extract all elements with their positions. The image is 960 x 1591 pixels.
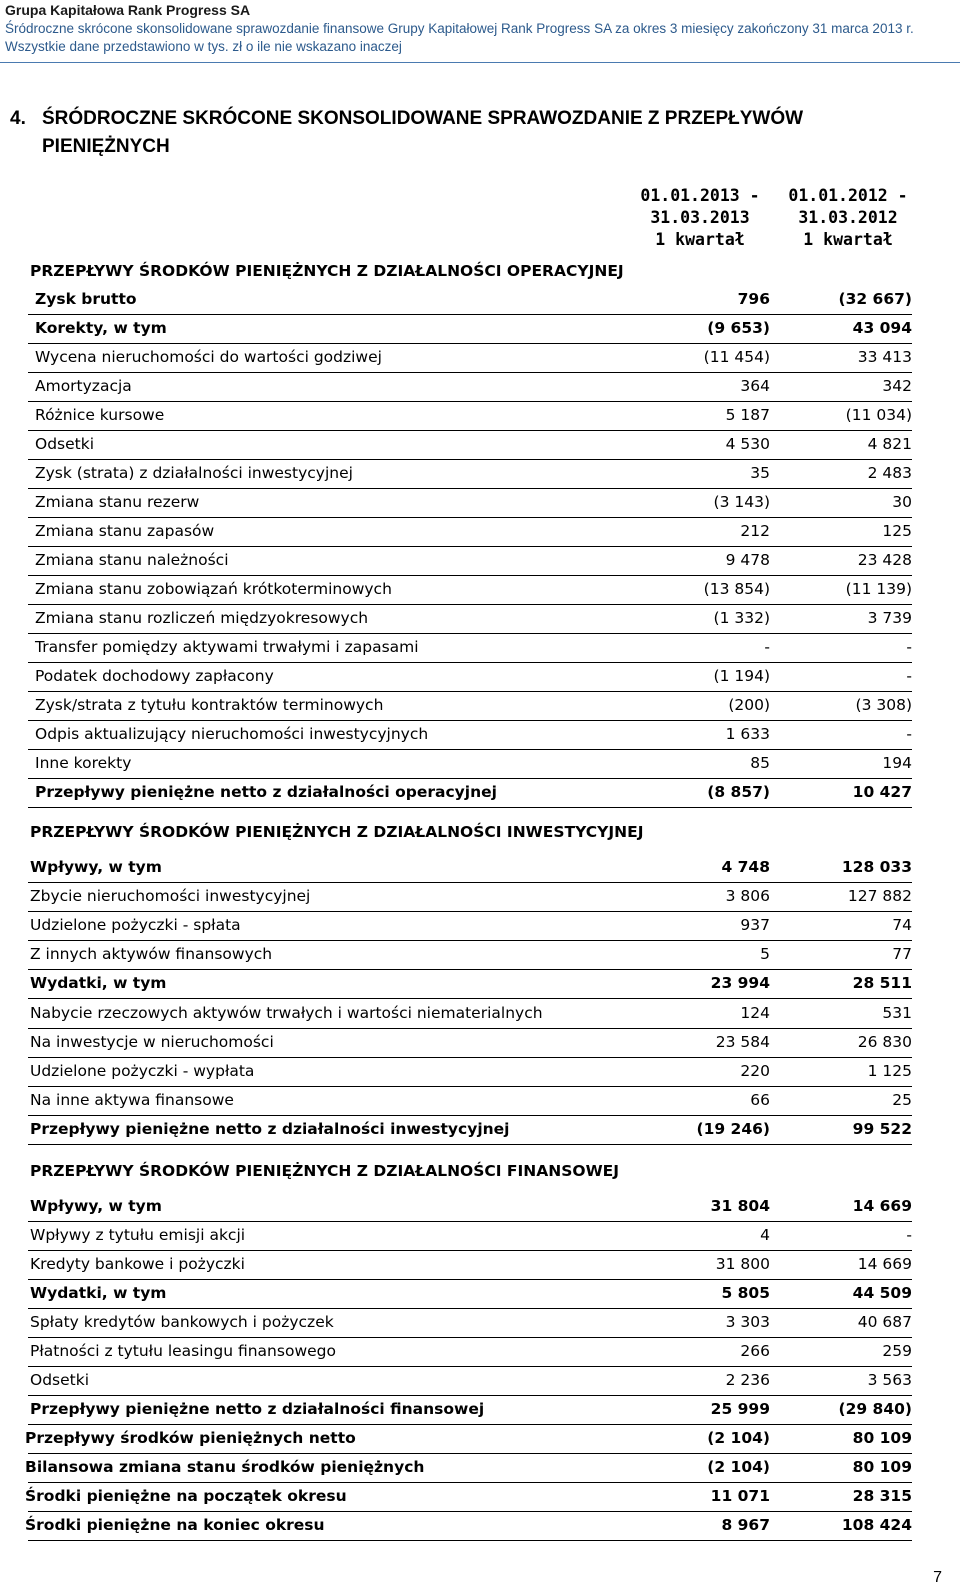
value-2013: 4 530 [725,435,770,453]
row-label: Amortyzacja [35,377,132,395]
table-row [0,634,960,663]
value-2012: 99 522 [852,1119,912,1138]
col2-line2: 31.03.2012 [798,208,898,227]
value-2013: 796 [737,290,770,308]
value-2013: 85 [750,754,770,772]
table-row [0,1454,960,1483]
row-label: Wycena nieruchomości do wartości godziwej [35,348,382,366]
table-row [0,373,960,402]
table-row [0,518,960,547]
table-row [0,1425,960,1454]
value-2012: 28 511 [852,974,912,993]
row-label: Przepływy środków pieniężnych netto [25,1429,356,1447]
value-2013: 31 800 [715,1255,770,1273]
table-row [0,692,960,721]
table-row [0,402,960,431]
table-row [0,1029,960,1058]
value-2012: 342 [882,377,912,395]
value-2012: 26 830 [857,1032,912,1051]
table-row [0,1222,960,1251]
row-label: Zysk (strata) z działalności inwestycyjnej [35,464,353,482]
value-2012: 14 669 [852,1197,912,1215]
table-row [0,1000,960,1029]
value-2013: (8 857) [707,783,770,801]
row-label: Korekty, w tym [35,319,167,337]
value-2013: 937 [740,916,770,935]
value-2012: - [906,1226,912,1244]
value-2012: 44 509 [852,1284,912,1302]
table-row [0,970,960,999]
table-row [0,750,960,779]
value-2012: 194 [882,754,912,772]
title-line-2: PIENIĘŻNYCH [42,136,170,157]
table-row [0,854,960,883]
row-label: Na inne aktywa finansowe [30,1090,234,1109]
value-2012: 259 [882,1342,912,1360]
section-financing-title: PRZEPŁYWY ŚRODKÓW PIENIĘŻNYCH Z DZIAŁALNOŚCI FINANSOWEJ [30,1162,620,1180]
value-2013: 8 967 [721,1516,770,1534]
value-2013: 266 [740,1342,770,1360]
row-label: Odsetki [35,435,95,453]
value-2013: 9 478 [725,551,770,569]
value-2012: 125 [882,522,912,540]
row-divider [28,807,912,808]
row-label: Udzielone pożyczki - spłata [30,916,241,935]
table-row [0,489,960,518]
value-2012: 14 669 [857,1255,912,1273]
row-label: Zmiana stanu rozliczeń międzyokresowych [35,609,369,627]
col1-line1: 01.01.2013 - [640,186,760,205]
value-2012: 28 315 [852,1487,912,1505]
value-2013: 5 [760,945,770,964]
value-2012: - [906,667,912,685]
table-row [0,286,960,315]
currency-note: Wszystkie dane przedstawiono w tys. zł o ile nie wskazano inaczej [5,39,402,54]
value-2012: 1 125 [867,1061,912,1080]
table-row [0,1251,960,1280]
value-2012: 80 109 [852,1458,912,1476]
table-row [0,344,960,373]
table-row [0,1116,960,1145]
row-label: Podatek dochodowy zapłacony [35,667,274,685]
section-number: 4. [10,108,26,129]
row-label: Wpływy, w tym [30,1197,162,1215]
value-2012: 128 033 [841,858,912,876]
row-divider [28,1540,912,1541]
row-label: Płatności z tytułu leasingu finansowego [30,1342,336,1360]
row-label: Przepływy pieniężne netto z działalności inwestycyjnej [30,1119,510,1138]
table-row [0,1512,960,1541]
row-label: Transfer pomiędzy aktywami trwałymi i zapasami [35,638,419,656]
column-header-2012 [778,185,918,251]
row-label: Zysk/strata z tytułu kontraktów terminowych [35,696,384,714]
value-2012: 77 [892,945,912,964]
table-row [0,460,960,489]
row-label: Zmiana stanu zobowiązań krótkoterminowych [35,580,392,598]
table-row [0,1483,960,1512]
table-row [0,1058,960,1087]
table-row [0,605,960,634]
value-2012: 2 483 [867,464,912,482]
table-row [0,721,960,750]
value-2013: (13 854) [703,580,770,598]
row-label: Odsetki [30,1371,90,1389]
table-row [0,547,960,576]
row-label: Wydatki, w tym [30,974,167,993]
col1-line3: 1 kwartał [655,230,745,249]
value-2013: (2 104) [707,1429,770,1447]
value-2013: 35 [750,464,770,482]
row-label: Zmiana stanu rezerw [35,493,200,511]
table-row [0,1280,960,1309]
row-label: Wpływy, w tym [30,858,162,876]
value-2012: (11 139) [845,580,912,598]
table-row [0,1338,960,1367]
row-label: Różnice kursowe [35,406,165,424]
value-2012: 80 109 [852,1429,912,1447]
value-2013: 4 748 [721,858,770,876]
value-2013: 5 805 [721,1284,770,1302]
row-divider [28,1144,912,1145]
table-row [0,883,960,912]
table-row [0,1309,960,1338]
row-label: Inne korekty [35,754,132,772]
value-2012: (29 840) [838,1400,912,1418]
value-2013: 364 [740,377,770,395]
row-label: Odpis aktualizujący nieruchomości inwestycyjnych [35,725,429,743]
company-name: Grupa Kapitałowa Rank Progress SA [5,2,251,18]
col2-line1: 01.01.2012 - [788,186,908,205]
col2-line3: 1 kwartał [803,230,893,249]
row-label: Przepływy pieniężne netto z działalności operacyjnej [35,783,497,801]
col1-line2: 31.03.2013 [650,208,750,227]
value-2012: 127 882 [847,887,912,906]
row-label: Zysk brutto [35,290,137,308]
value-2013: - [764,638,770,656]
value-2013: 1 633 [725,725,770,743]
value-2013: 212 [740,522,770,540]
value-2012: 3 739 [867,609,912,627]
value-2013: (3 143) [713,493,770,511]
row-label: Udzielone pożyczki - wypłata [30,1061,255,1080]
value-2013: 3 303 [725,1313,770,1331]
table-row [0,315,960,344]
row-label: Na inwestycje w nieruchomości [30,1032,274,1051]
row-label: Nabycie rzeczowych aktywów trwałych i wartości niematerialnych [30,1003,543,1022]
row-label: Środki pieniężne na koniec okresu [25,1516,325,1534]
row-label: Wydatki, w tym [30,1284,167,1302]
section-investing-title: PRZEPŁYWY ŚRODKÓW PIENIĘŻNYCH Z DZIAŁALNOŚCI INWESTYCYJNEJ [30,823,644,841]
value-2013: 2 236 [725,1371,770,1389]
column-header-2013 [630,185,770,251]
value-2013: 220 [740,1061,770,1080]
table-row [0,1396,960,1425]
value-2012: 4 821 [867,435,912,453]
value-2013: (11 454) [703,348,770,366]
value-2012: 25 [892,1090,912,1109]
row-label: Z innych aktywów finansowych [30,945,273,964]
value-2012: (3 308) [855,696,912,714]
row-label: Zbycie nieruchomości inwestycyjnej [30,887,311,906]
value-2013: (19 246) [696,1119,770,1138]
table-row [0,576,960,605]
value-2012: 531 [882,1003,912,1022]
table-row [0,431,960,460]
table-row [0,1193,960,1222]
value-2012: (32 667) [838,290,912,308]
value-2013: 23 994 [710,974,770,993]
value-2012: 43 094 [852,319,912,337]
value-2012: 33 413 [857,348,912,366]
statement-title [10,105,910,161]
table-row [0,1087,960,1116]
row-label: Kredyty bankowe i pożyczki [30,1255,245,1273]
table-row [0,1367,960,1396]
title-line-1: ŚRÓDROCZNE SKRÓCONE SKONSOLIDOWANE SPRAWOZDANIE Z PRZEPŁYWÓW [42,108,804,129]
table-row [0,912,960,941]
value-2013: 4 [760,1226,770,1244]
value-2012: - [906,725,912,743]
row-label: Spłaty kredytów bankowych i pożyczek [30,1313,334,1331]
row-label: Przepływy pieniężne netto z działalności finansowej [30,1400,485,1418]
value-2013: (9 653) [707,319,770,337]
header-divider [0,62,960,63]
value-2012: 3 563 [867,1371,912,1389]
value-2013: 124 [740,1003,770,1022]
report-subtitle: Śródroczne skrócone skonsolidowane sprawozdanie finansowe Grupy Kapitałowej Rank Progress SA za okres 3 miesięcy zakończony 31 marca 2013 r. [5,21,914,36]
value-2013: 31 804 [710,1197,770,1215]
value-2012: - [906,638,912,656]
value-2013: 25 999 [710,1400,770,1418]
value-2013: (1 332) [713,609,770,627]
value-2013: 5 187 [725,406,770,424]
value-2012: 108 424 [841,1516,912,1534]
table-row [0,663,960,692]
table-row [0,779,960,808]
row-label: Zmiana stanu zapasów [35,522,215,540]
value-2012: 30 [892,493,912,511]
value-2013: 3 806 [725,887,770,906]
value-2013: 66 [750,1090,770,1109]
page-header [5,0,955,54]
value-2013: (200) [728,696,770,714]
value-2012: 23 428 [857,551,912,569]
table-row [0,941,960,970]
value-2013: (2 104) [707,1458,770,1476]
value-2012: 10 427 [852,783,912,801]
page-number: 7 [933,1569,942,1586]
row-label: Wpływy z tytułu emisji akcji [30,1226,246,1244]
value-2012: (11 034) [845,406,912,424]
row-label: Środki pieniężne na początek okresu [25,1487,347,1505]
value-2012: 40 687 [857,1313,912,1331]
value-2013: 11 071 [710,1487,770,1505]
row-label: Bilansowa zmiana stanu środków pieniężnych [25,1458,425,1476]
value-2012: 74 [892,916,912,935]
value-2013: 23 584 [715,1032,770,1051]
row-label: Zmiana stanu należności [35,551,229,569]
section-operating-title: PRZEPŁYWY ŚRODKÓW PIENIĘŻNYCH Z DZIAŁALNOŚCI OPERACYJNEJ [30,262,624,280]
value-2013: (1 194) [713,667,770,685]
